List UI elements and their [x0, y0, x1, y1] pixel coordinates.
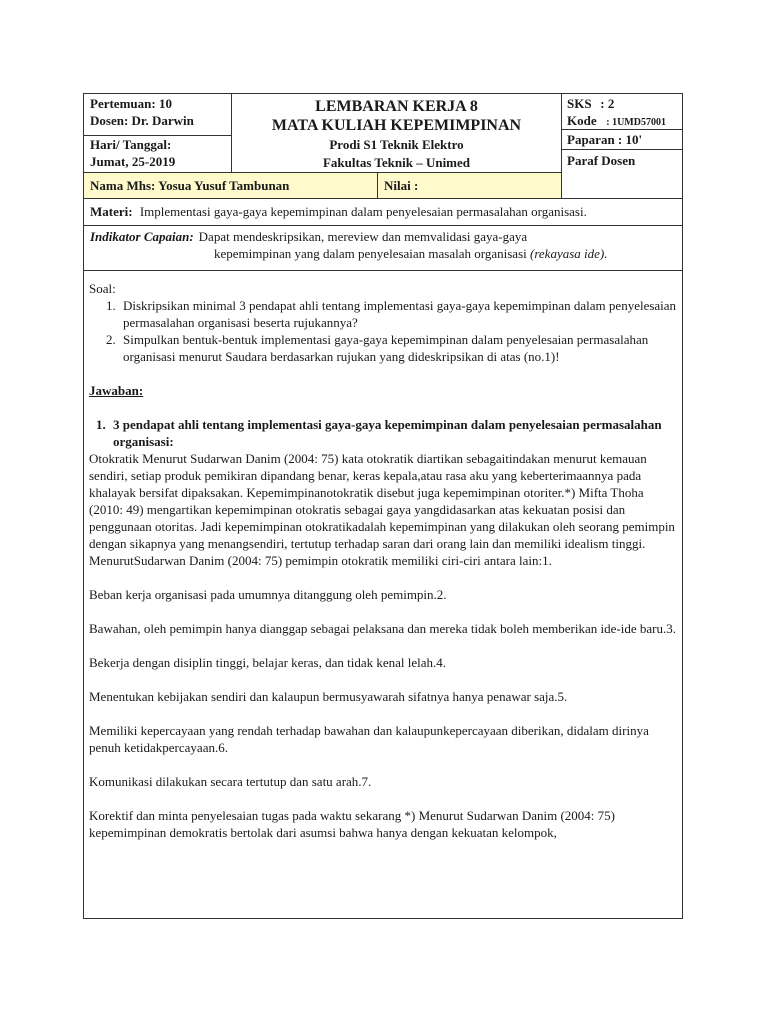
hari-tanggal-label: Hari/ Tanggal: [90, 137, 172, 152]
kode-label: Kode [567, 113, 597, 128]
soal-list [89, 297, 677, 365]
nama-mhs-text: Nama Mhs: Yosua Yusuf Tambunan [90, 178, 290, 193]
title-line1: LEMBARAN KERJA 8 [315, 98, 478, 115]
jawaban-label [89, 382, 677, 399]
pertemuan-text: Pertemuan: 10 [90, 96, 172, 111]
jawaban-paragraph-6: Memiliki kepercayaan yang rendah terhadap bawahan dan kalaupunkepercayaan diberikan, didalam dirinya penuh ketidakpercayaan.6. [89, 723, 649, 755]
jawaban-paragraph-4: Bekerja dengan disiplin tinggi, belajar keras, dan tidak kenal lelah.4. [89, 655, 447, 670]
soal-item: 1. Diskripsikan minimal 3 pendapat ahli tentang implementasi gaya-gaya kepemimpinan dalam penyelesaian permasalahan organisasi beserta rujukannya? [119, 297, 677, 331]
hari-tanggal-value: Jumat, 25-2019 [90, 154, 176, 169]
body-content [89, 280, 677, 841]
jawaban-paragraph-2: Beban kerja organisasi pada umumnya ditanggung oleh pemimpin.2. [89, 587, 447, 602]
paraf-cell [562, 150, 682, 198]
jawaban-paragraph-1: Otokratik Menurut Sudarwan Danim (2004: 75) kata otokratik diartikan sebagaitindakan menurut kemauan sendiri, setiap produk pemikiran dipandang benar, keras kepala,atau rasa aku yang keberterimaannya pada khalayak bersifat dipaksakan. Kepemimpinanotokratik disebut juga kepemimpinan otoriter.*) Mifta Thoha (2010: 49) mengartikan kepemimpinan otokratis sebagai gaya yangdidasarkan atas kekuatan posisi dan penggunaan otoritas. Jadi kepemimpinan otokratikadalah kepemimpinan yang dilakukan oleh seorang pemimpin dengan sikapnya yang menangsendiri, tertutup terhadap saran dari orang lain dan memiliki idealism tinggi. MenurutSudarwan Danim (2004: 75) pemimpin otokratik memiliki ciri-ciri antara lain:1. [89, 451, 675, 568]
title-cell [232, 94, 562, 172]
body-divider [84, 270, 682, 271]
paraf-text: Paraf Dosen [567, 153, 636, 168]
indikator-line1: Dapat mendeskripsikan, mereview dan memvalidasi gaya-gaya [198, 229, 528, 244]
indikator-italic: (rekayasa ide). [530, 246, 608, 261]
jawaban-paragraph-8: Korektif dan minta penyelesaian tugas pada waktu sekarang *) Menurut Sudarwan Danim (2004: 75) kepemimpinan demokratis bertolak dari asumsi bahwa hanya dengan kekuatan kelompok, [89, 808, 615, 840]
materi-text: Implementasi gaya-gaya kepemimpinan dalam penyelesaian permasalahan organisasi. [139, 204, 587, 219]
worksheet-frame [83, 93, 683, 919]
fakultas-text: Fakultas Teknik – Unimed [322, 155, 471, 170]
kode-row [567, 112, 677, 131]
sks-label: SKS [567, 96, 592, 111]
soal-item: 2. Simpulkan bentuk-bentuk implementasi gaya-gaya kepemimpinan dalam penyelesaian permasalahan organisasi menurut Saudara berdasarkan rujukan yang dideskripsikan di atas (no.1)! [119, 331, 677, 365]
hari-tanggal-cell [84, 136, 232, 172]
title-line2: MATA KULIAH KEPEMIMPINAN [271, 117, 522, 134]
nilai-text: Nilai : [384, 178, 419, 193]
jawaban-paragraph-5: Menentukan kebijakan sendiri dan kalaupun bermusyawarah sifatnya hanya penawar saja.5. [89, 689, 568, 704]
paparan-cell [562, 130, 682, 150]
nilai-cell [378, 172, 562, 198]
kode-value: : 1UMD57001 [606, 117, 666, 128]
jawaban-paragraph-7: Komunikasi dilakukan secara tertutup dan satu arah.7. [89, 774, 372, 789]
nama-mhs-cell [84, 172, 378, 198]
indikator-line2: kepemimpinan yang dalam penyelesaian masalah organisasi [214, 246, 527, 261]
indikator-label: Indikator Capaian: [90, 229, 194, 244]
materi-row [84, 198, 682, 225]
jawaban-list [89, 416, 677, 450]
soal-label: Soal: [89, 281, 116, 296]
jawaban-heading: 1. 3 pendapat ahli tentang implementasi gaya-gaya kepemimpinan dalam penyelesaian permasalahan organisasi: [109, 416, 677, 450]
materi-label: Materi: [90, 204, 133, 219]
indikator-row [84, 225, 682, 270]
sks-value: : 2 [600, 96, 615, 111]
paparan-text: Paparan : 10' [567, 132, 643, 147]
dosen-text: Dosen: Dr. Darwin [90, 113, 194, 128]
sks-row [567, 95, 677, 112]
jawaban-paragraph-3: Bawahan, oleh pemimpin hanya dianggap sebagai pelaksana dan mereka tidak boleh memberikan ide-ide baru.3. [89, 621, 676, 636]
sks-kode-cell [562, 94, 682, 130]
header-grid [84, 94, 682, 198]
pertemuan-cell [84, 94, 232, 136]
jawaban-label-text: Jawaban: [89, 383, 144, 398]
prodi-text: Prodi S1 Teknik Elektro [329, 137, 464, 152]
